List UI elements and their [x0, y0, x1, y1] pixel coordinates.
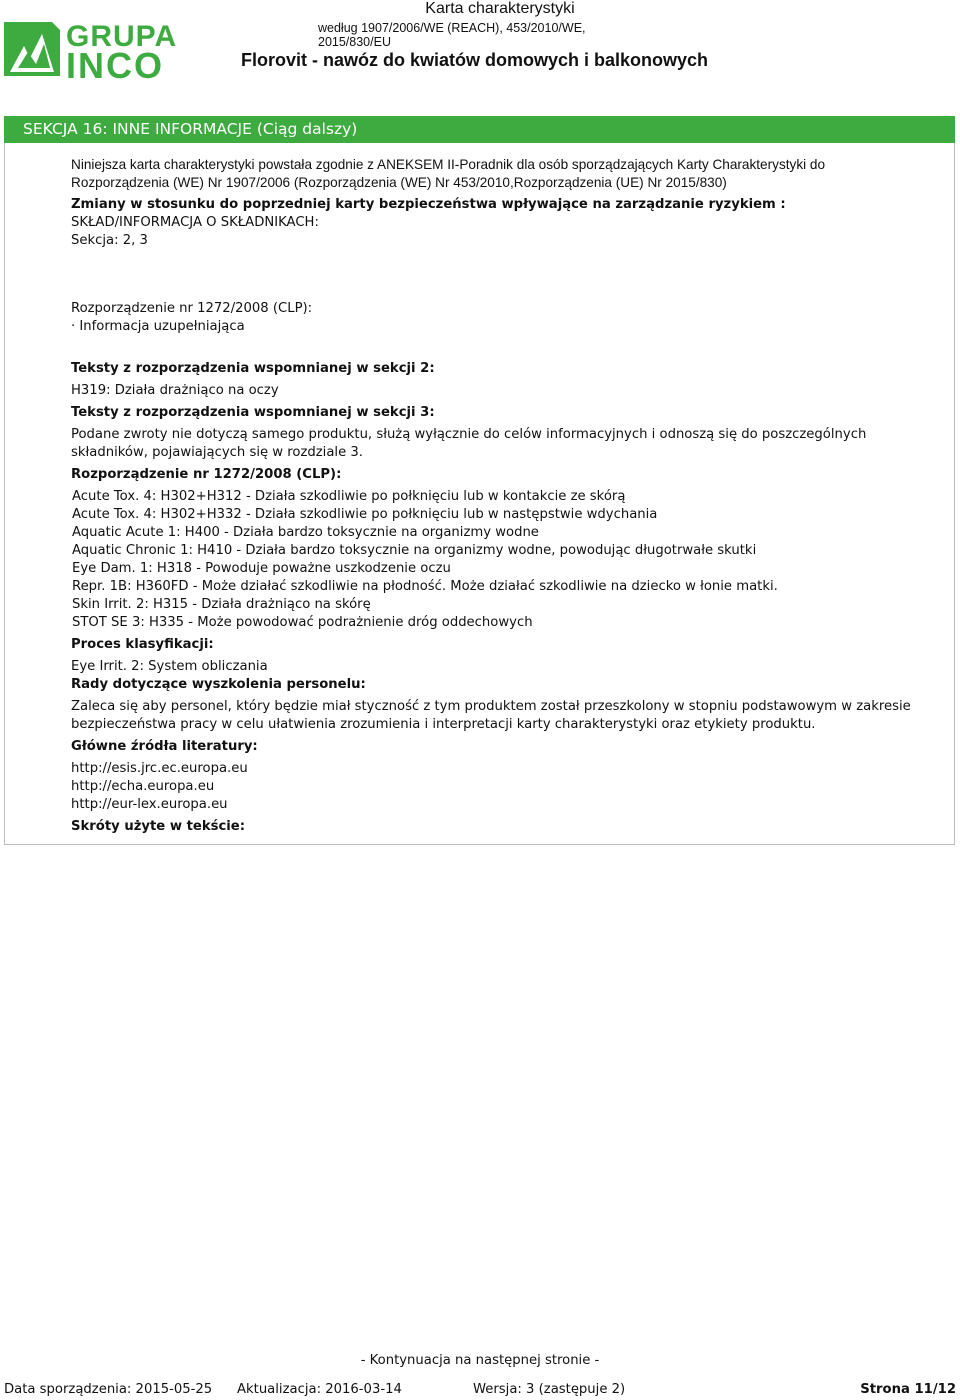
clp-label: Rozporządzenie nr 1272/2008 (CLP):	[71, 301, 313, 316]
classification-value: Eye Irrit. 2: System obliczania	[71, 659, 268, 674]
literature-list	[71, 760, 941, 814]
texts-section-2-heading: Teksty z rozporządzenia wspomnianej w sekcji 2:	[71, 361, 435, 376]
hazard-statement: Repr. 1B: H360FD - Może działać szkodliwie na płodność. Może działać szkodliwie na dziecko w łonie matki.	[72, 579, 778, 594]
hazard-statement: Acute Tox. 4: H302+H332 - Działa szkodliwie po połknięciu lub w następstwie wdychania	[72, 507, 658, 522]
document-subtitle: według 1907/2006/WE (REACH), 453/2010/WE, 2015/830/EU	[318, 21, 586, 49]
texts-section-3-heading: Teksty z rozporządzenia wspomnianej w sekcji 3:	[71, 405, 435, 420]
disclaimer-text: Podane zwroty nie dotyczą samego produktu, służą wyłącznie do celów informacyjnych i odnoszą się do poszczególnych składników, pojawiających się w rozdziale 3.	[71, 427, 867, 460]
grupa-inco-logo	[2, 16, 184, 82]
logo-text-top: GRUPA	[66, 20, 178, 53]
version-info: Wersja: 3 (zastępuje 2)	[473, 1382, 626, 1397]
section-content	[71, 156, 941, 836]
page-number: Strona 11/12	[860, 1382, 956, 1397]
page-header	[0, 0, 960, 100]
creation-date: Data sporządzenia: 2015-05-25	[4, 1382, 213, 1397]
supplementary-info: · Informacja uzupełniająca	[71, 319, 245, 334]
training-text: Zaleca się aby personel, który będzie miał styczność z tym produktem został przeszkolony w stopniu podstawowym w zakresie bezpieczeństwa pracy w celu ułatwienia zrozumienia i interpretacji karty charakterystyki oraz etykiety produktu.	[71, 699, 911, 732]
training-heading: Rady dotyczące wyszkolenia personelu:	[71, 677, 366, 692]
hazard-statement: Eye Dam. 1: H318 - Powoduje poważne uszkodzenie oczu	[72, 561, 451, 576]
composition-label: SKŁAD/INFORMACJA O SKŁADNIKACH:	[71, 215, 319, 230]
literature-link[interactable]: http://esis.jrc.ec.europa.eu	[71, 761, 248, 776]
changes-heading: Zmiany w stosunku do poprzedniej karty bezpieczeństwa wpływające na zarządzanie ryzykiem :	[71, 197, 786, 212]
hazard-list	[71, 488, 941, 632]
hazard-statement: Aquatic Chronic 1: H410 - Działa bardzo toksycznie na organizmy wodne, powodując długotrwałe skutki	[72, 543, 757, 558]
literature-link[interactable]: http://echa.europa.eu	[71, 779, 215, 794]
logo-text-bottom: INCO	[66, 45, 164, 82]
hazard-statement: STOT SE 3: H335 - Może powodować podrażnienie dróg oddechowych	[72, 615, 533, 630]
hazard-statement: Aquatic Acute 1: H400 - Działa bardzo toksycznie na organizmy wodne	[72, 525, 539, 540]
product-name: Florovit - nawóz do kwiatów domowych i balkonowych	[241, 50, 709, 70]
intro-line-2: Rozporządzenia (WE) Nr 1907/2006 (Rozporządzenia (WE) Nr 453/2010,Rozporządzenia (UE) Nr 2015/830)	[71, 175, 727, 190]
intro-line-1: Niniejsza karta charakterystyki powstała zgodnie z ANEKSEM II-Poradnik dla osób sporządzających Karty Charakterystyki do	[71, 157, 826, 172]
continuation-note: - Kontynuacja na następnej stronie -	[360, 1353, 600, 1368]
abbreviations-heading: Skróty użyte w tekście:	[71, 819, 246, 834]
sections-label: Sekcja: 2, 3	[71, 233, 148, 248]
page-footer	[0, 1382, 960, 1400]
hazard-statement: Skin Irrit. 2: H315 - Działa drażniąco na skórę	[72, 597, 371, 612]
clp-heading: Rozporządzenie nr 1272/2008 (CLP):	[71, 467, 342, 482]
classification-heading: Proces klasyfikacji:	[71, 637, 214, 652]
literature-link[interactable]: http://eur-lex.europa.eu	[71, 797, 228, 812]
update-date: Aktualizacja: 2016-03-14	[237, 1382, 402, 1397]
document-title: Karta charakterystyki	[425, 0, 575, 17]
hazard-statement: Acute Tox. 4: H302+H312 - Działa szkodliwie po połknięciu lub w kontakcie ze skórą	[72, 489, 626, 504]
literature-heading: Główne źródła literatury:	[71, 739, 258, 754]
section-title: SEKCJA 16: INNE INFORMACJE (Ciąg dalszy)	[4, 116, 955, 143]
h319-statement: H319: Działa drażniąco na oczy	[71, 383, 279, 398]
